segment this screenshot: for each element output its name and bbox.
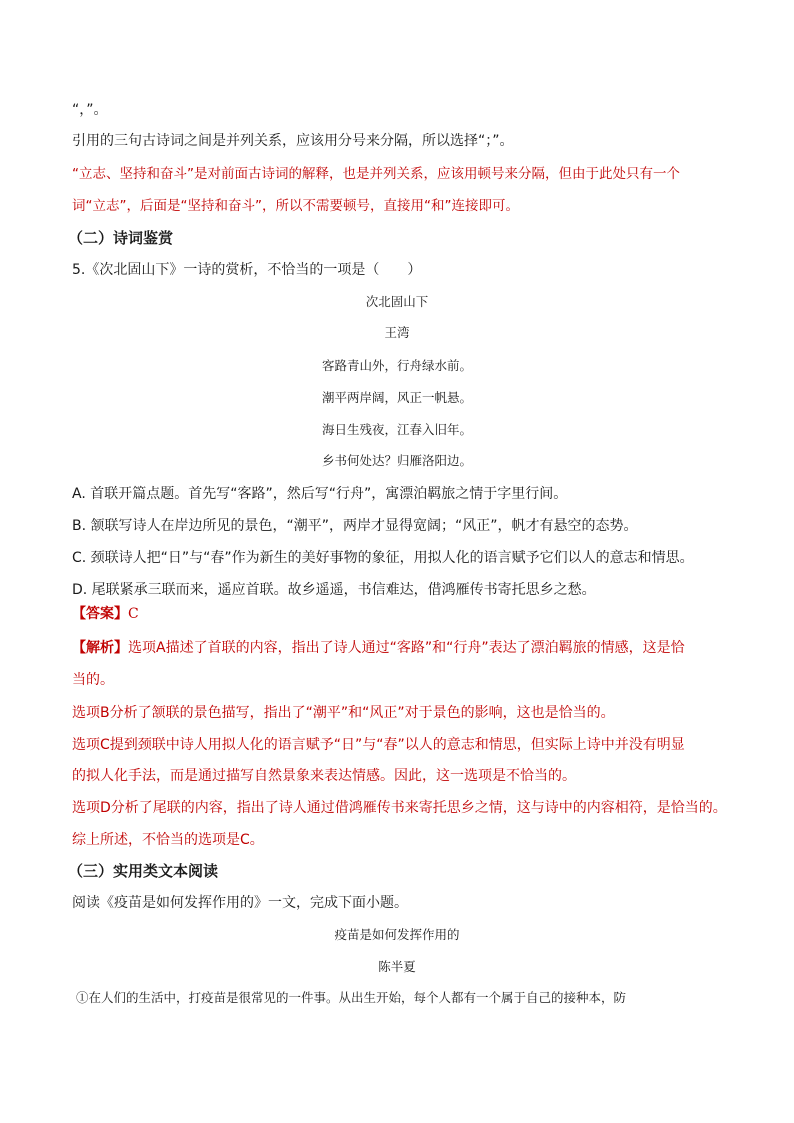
option-a: A. 首联开篇点题。首先写“客路”，然后写“行舟”，寓漂泊羁旅之情于字里行间。 — [72, 486, 568, 502]
analysis-line-4: 选项C提到颈联中诗人用拟人化的语言赋予“日”与“春”以人的意志和情思，但实际上诗中并没有明显 — [72, 737, 685, 753]
option-b: B. 颔联写诗人在岸边所见的景色，“潮平”，两岸才显得宽阔；“风正”，帆才有悬空的态势。 — [72, 518, 638, 534]
analysis-line-6: 选项D分析了尾联的内容，指出了诗人通过借鸿雁传书来寄托思乡之情，这与诗中的内容相符，是恰当的。 — [72, 800, 727, 816]
analysis-line-3: 选项B分析了颔联的景色描写，指出了“潮平”和“风正”对于景色的影响，这也是恰当的。 — [72, 705, 615, 721]
poem-line: 客路青山外，行舟绿水前。 — [321, 358, 472, 373]
article-paragraph-1: ①在人们的生活中，打疫苗是很常见的一件事。从出生开始，每个人都有一个属于自己的接种本，防 — [76, 990, 627, 1005]
poem-author: 王湾 — [384, 325, 410, 340]
analysis-line-5: 的拟人化手法，而是通过描写自然景象来表达情感。因此，这一选项是不恰当的。 — [72, 768, 576, 784]
section-heading-practical-text: （三）实用类文本阅读 — [68, 862, 219, 880]
poem-line: 乡书何处达？归雁洛阳边。 — [321, 453, 472, 468]
reading-instruction: 阅读《疫苗是如何发挥作用的》一文，完成下面小题。 — [72, 895, 408, 911]
option-c: C. 颈联诗人把“日”与“春”作为新生的美好事物的象征，用拟人化的语言赋予它们以人的意志和情思。 — [72, 550, 694, 566]
option-d: D. 尾联紧承三联而来，遥应首联。故乡遥遥，书信难达，借鸿雁传书寄托思乡之愁。 — [72, 582, 596, 598]
analysis-line-1: 【解析】选项A描述了首联的内容，指出了诗人通过“客路”和“行舟”表达了漂泊羁旅的情感，这是恰 — [72, 640, 685, 656]
comma-explanation-line-2: 词“立志”，后面是“坚持和奋斗”，所以不需要顿号，直接用“和”连接即可。 — [72, 198, 519, 214]
answer-line — [72, 604, 139, 624]
analysis-line-7: 综上所述，不恰当的选项是C。 — [72, 832, 264, 848]
poem-line: 潮平两岸阔，风正一帆悬。 — [321, 390, 472, 405]
article-title: 疫苗是如何发挥作用的 — [334, 927, 460, 942]
article-author: 陈半夏 — [378, 959, 416, 974]
analysis-tag: 【解析】 — [72, 640, 128, 656]
poem-title: 次北固山下 — [365, 294, 429, 309]
analysis-line-2: 当的。 — [72, 672, 114, 688]
poem-line: 海日生残夜，江春入旧年。 — [321, 422, 472, 437]
answer-tag: 【答案】 — [72, 606, 128, 622]
comma-explanation-line-1: “立志、坚持和奋斗”是对前面古诗词的解释，也是并列关系，应该用顿号来分隔，但由于此处只有一个 — [72, 166, 680, 182]
punctuation-tail: “，”。 — [72, 102, 108, 118]
question-5: 5.《次北固山下》一诗的赏析，不恰当的一项是（ ） — [72, 262, 422, 278]
answer-value: C — [128, 606, 139, 622]
section-heading-poetry: （二）诗词鉴赏 — [68, 229, 174, 247]
semicolon-reason: 引用的三句古诗词之间是并列关系，应该用分号来分隔，所以选择“；”。 — [72, 133, 514, 149]
